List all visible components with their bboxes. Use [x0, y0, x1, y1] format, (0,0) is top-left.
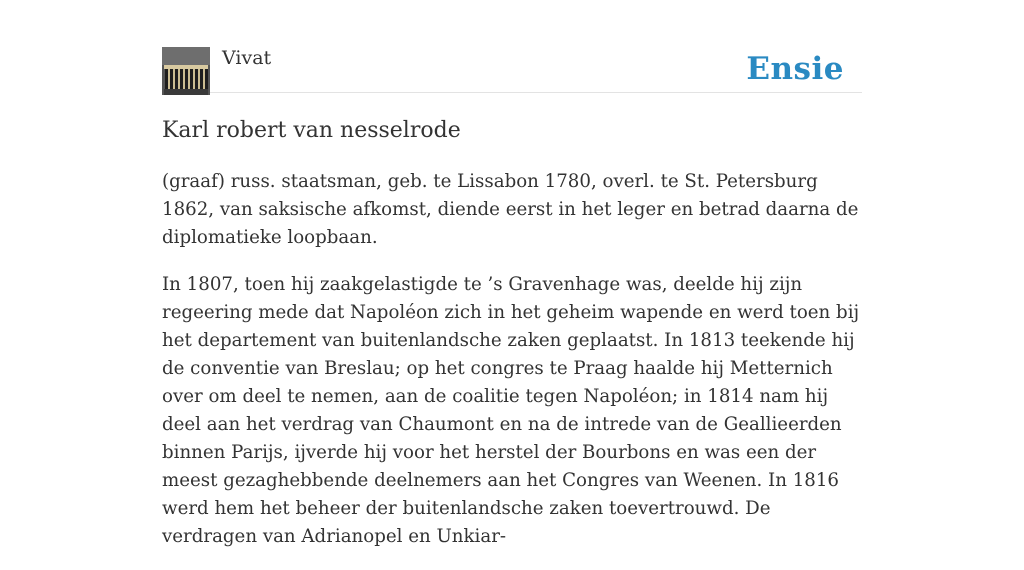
book-spines-icon	[162, 47, 210, 95]
article-paragraph: (graaf) russ. staatsman, geb. te Lissabon 1780, overl. te St. Petersburg 1862, van saksische afkomst, diende eerst in het leger en betrad daarna de diplomatieke loopbaan.	[162, 171, 859, 248]
brand-logo[interactable]: Ensie	[746, 51, 844, 87]
source-name[interactable]: Vivat	[222, 47, 272, 69]
source-avatar[interactable]	[162, 47, 210, 95]
header	[162, 46, 862, 93]
article-body	[162, 168, 862, 570]
article-title: Karl robert van nesselrode	[162, 118, 461, 143]
article-paragraph: In 1807, toen hij zaakgelastigde te ’s Gravenhage was, deelde hij zijn regeering mede dat Napoléon zich in het geheim wapende en werd toen bij het departement van buitenlandsche zaken geplaatst. In 1813 teekende hij de conventie van Breslau; op het congres te Praag haalde hij Metternich over om deel te nemen, aan de coalitie tegen Napoléon; in 1814 nam hij deel aan het verdrag van Chaumont en na de intrede van de Geallieerden binnen Parijs, ijverde hij voor het herstel der Bourbons en was een der meest gezaghebbende deelnemers aan het Congres van Weenen. In 1816 werd hem het beheer der buitenlandsche zaken toevertrouwd. De verdragen van Adrianopel en Unkiar-	[162, 274, 860, 547]
